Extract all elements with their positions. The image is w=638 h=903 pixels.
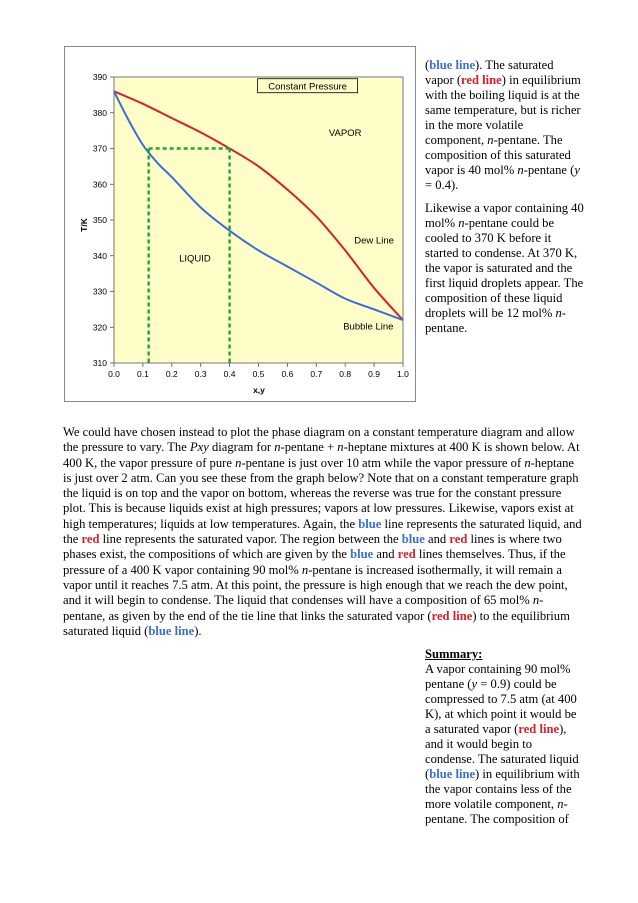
text: lines is where two phases exist, the compositions of which are given by the (63, 532, 562, 562)
text: ( (425, 58, 430, 72)
text: = 0.4). (425, 178, 459, 192)
text: -pentane ( (523, 163, 575, 177)
text: We could have chosen instead to plot the phase diagram on a constant temperature diagram and allow the pressure to vary. The (63, 425, 575, 455)
x-tick-label: 0.6 (281, 369, 294, 379)
text: -pentane is increased isothermally, it will remain a vapor until it reaches 7.5 atm. At this point, the pressure is high enough that we reach the dew point, and it will begin to condense. The liquid that condenses will have a composition of 65 mol% (63, 562, 568, 608)
blue-ref: blue (350, 547, 374, 562)
text: -pentane. (425, 306, 566, 335)
red-line-ref: red line (431, 608, 473, 623)
red-line-ref: red line (518, 722, 560, 736)
main-paragraph (63, 425, 583, 639)
plot-area (114, 77, 403, 363)
blue-line-ref: blue line (148, 623, 195, 638)
italic-n: n (557, 797, 564, 811)
blue-ref: blue (401, 532, 425, 547)
y-tick-label: 310 (92, 358, 107, 368)
red-ref: red (449, 532, 468, 547)
summary-heading: Summary: (425, 647, 483, 661)
bubble-line-label: Bubble Line (343, 321, 394, 333)
text: line represents the saturated vapor. The region between the (99, 532, 402, 547)
red-ref: red (397, 547, 416, 562)
x-tick-label: 0.2 (165, 369, 178, 379)
x-tick-label: 0.4 (223, 369, 236, 379)
blue-line-ref: blue line (429, 58, 476, 72)
italic-n: n (274, 440, 281, 455)
italic-n: n (301, 562, 309, 577)
text: ), and it would begin to condense. The saturated liquid ( (425, 722, 579, 781)
y-tick-label: 320 (92, 322, 107, 333)
text: lines themselves. Thus, if the pressure of a 400 K vapor containing 90 mol% (63, 547, 566, 577)
text: ) to the equilibrium saturated liquid ( (63, 608, 570, 638)
italic-n: n (532, 593, 540, 608)
x-tick-label: 1.0 (397, 369, 409, 379)
text: -heptane is just over 2 atm. Can you see these from the graph below? Note that on a constant temperature graph the liquid is on top and the vapor on bottom, whereas the reverse was true for the constant pressure plot. This is because liquids exist at high pressures; vapors at low pressures. Likewise, vapors exist at high temperatures; liquids at low temperatures. Again, the (63, 455, 579, 531)
text: and (424, 532, 450, 547)
x-axis-label: x,y (253, 385, 265, 395)
italic-pxy: Pxy (189, 440, 209, 455)
italic-n: n (517, 163, 524, 177)
side-text-top (425, 58, 585, 344)
side-paragraph-2 (425, 201, 585, 336)
text: -pentane. The composition of (425, 797, 569, 826)
text: ). (194, 623, 202, 638)
y-tick-label: 350 (92, 215, 107, 225)
x-tick-label: 0.7 (310, 369, 323, 379)
summary-box (425, 647, 585, 827)
y-tick-label: 370 (92, 143, 107, 154)
italic-n: n (555, 306, 562, 320)
text: line represents the saturated liquid, and the (63, 516, 582, 547)
x-tick-label: 0.0 (108, 369, 120, 379)
x-tick-label: 0.9 (368, 369, 381, 379)
text: ) in equilibrium with the boiling liquid is at the same temperature, but is richer in the more volatile component, (425, 73, 581, 147)
text: Likewise a vapor containing 40 mol% (425, 201, 584, 230)
x-tick-label: 0.8 (339, 369, 352, 379)
chart-svg (65, 47, 417, 403)
text: -pentane. The composition of this saturated vapor is 40 mol% (425, 133, 571, 177)
text: ). The saturated vapor ( (425, 58, 554, 87)
vapor-label: VAPOR (328, 128, 362, 140)
text: -heptane mixtures at 400 K is shown below. At 400 K, the vapor pressure of pure (63, 440, 580, 470)
italic-y: y (471, 677, 478, 691)
text: -pentane + (280, 440, 338, 455)
text: A vapor containing 90 mol% pentane ( (425, 662, 571, 691)
italic-n: n (235, 455, 242, 470)
y-tick-label: 340 (92, 250, 107, 261)
italic-y: y (574, 163, 580, 177)
text: -pentane, as given by the end of the tie line that links the saturated vapor ( (63, 593, 544, 623)
text: = 0.9) could be compressed to 7.5 atm (at 400 K), at which point it would be a saturated vapor ( (425, 677, 577, 736)
constant-pressure-label: Constant Pressure (268, 81, 347, 93)
y-tick-label: 380 (92, 107, 107, 118)
y-tick-label: 360 (92, 179, 107, 190)
y-tick-label: 330 (92, 286, 107, 297)
y-axis-label: T/K (79, 218, 89, 232)
x-tick-label: 0.5 (252, 369, 265, 379)
dew-line-label: Dew Line (354, 235, 394, 247)
x-tick-label: 0.3 (194, 369, 207, 379)
liquid-label: LIQUID (179, 253, 211, 265)
red-ref: red (81, 532, 100, 547)
red-line-ref: red line (461, 73, 502, 87)
blue-line-ref: blue line (429, 767, 476, 781)
text: diagram for (208, 440, 275, 455)
x-tick-label: 0.1 (136, 369, 149, 379)
italic-n: n (337, 440, 344, 455)
y-tick-label: 390 (92, 72, 107, 82)
phase-diagram-chart (64, 46, 416, 402)
side-paragraph-1 (425, 58, 585, 193)
text: and (373, 547, 398, 562)
italic-n: n (487, 133, 494, 147)
italic-n: n (524, 455, 531, 470)
text: -pentane is just over 10 atm while the vapor pressure of (241, 455, 525, 470)
text: -pentane could be cooled to 370 K before it started to condense. At 370 K, the vapor is saturated and the first liquid droplets appear. The composition of these liquid droplets will be 12 mol% (425, 216, 584, 320)
blue-ref: blue (358, 516, 382, 531)
text: ) in equilibrium with the vapor contains less of the more volatile component, (425, 767, 580, 811)
italic-n: n (458, 216, 465, 230)
